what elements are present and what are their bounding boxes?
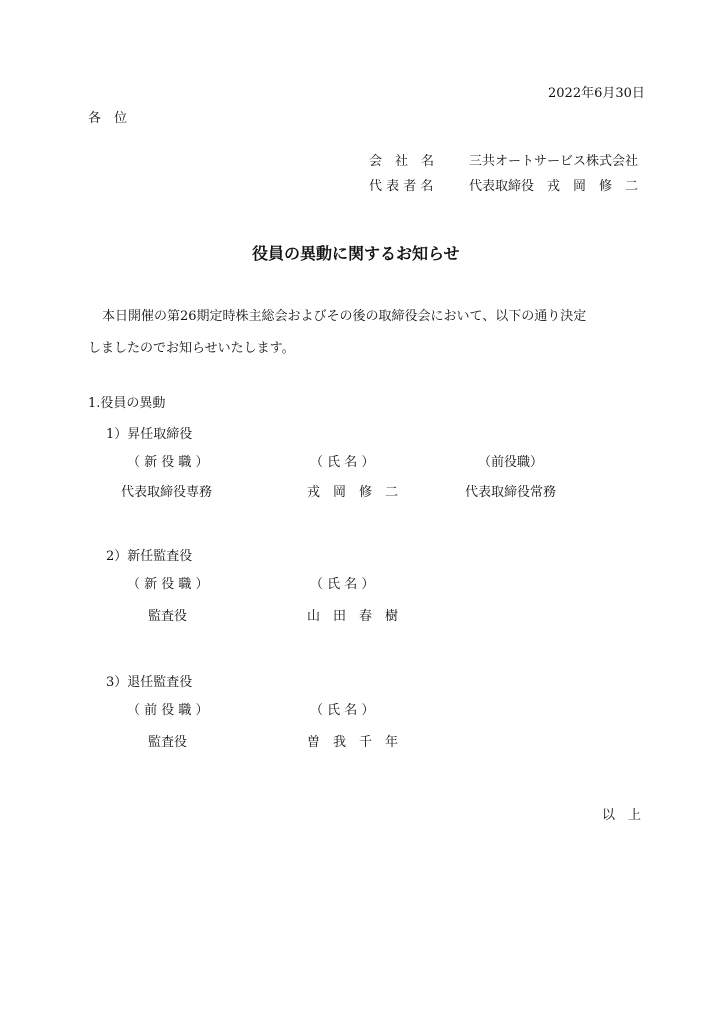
subsection-3-heading: 3）退任監査役 — [106, 675, 193, 690]
closing-remark: 以 上 — [602, 808, 642, 823]
sub1-new-position: 代表取締役専務 — [121, 485, 213, 500]
sub1-col-new-position: （ 新 役 職 ） — [127, 455, 209, 470]
sub3-col-name: （ 氏 名 ） — [310, 703, 375, 718]
body-line-1: 本日開催の第26期定時株主総会およびその後の取締役会において、以下の通り決定 — [102, 309, 587, 324]
sub2-col-new-position: （ 新 役 職 ） — [127, 577, 209, 592]
subsection-2-heading: 2）新任監査役 — [106, 549, 193, 564]
sub3-name: 曽 我 千 年 — [307, 735, 399, 750]
sub2-new-position: 監査役 — [148, 609, 188, 624]
addressee: 各 位 — [88, 111, 128, 126]
sub3-col-prev-position: （ 前 役 職 ） — [127, 703, 209, 718]
company-name-label: 会 社 名 — [369, 154, 435, 169]
representative-label: 代 表 者 名 — [369, 179, 434, 194]
representative-value: 代表取締役 戎 岡 修 二 — [469, 179, 639, 194]
sub2-col-name: （ 氏 名 ） — [310, 577, 375, 592]
sub2-name: 山 田 春 樹 — [307, 609, 399, 624]
company-name-value: 三共オートサービス株式会社 — [469, 154, 639, 169]
sub1-name: 戎 岡 修 二 — [307, 485, 399, 500]
sub1-col-prev-position: （前役職） — [478, 455, 544, 470]
sub3-prev-position: 監査役 — [148, 735, 188, 750]
subsection-1-heading: 1）昇任取締役 — [106, 427, 193, 442]
body-line-2: しましたのでお知らせいたします。 — [88, 341, 295, 356]
document-date: 2022年6月30日 — [548, 86, 645, 101]
section-heading: 1.役員の異動 — [88, 396, 166, 411]
sub1-col-name: （ 氏 名 ） — [310, 455, 375, 470]
document-title: 役員の異動に関するお知らせ — [252, 244, 460, 263]
sub1-prev-position: 代表取締役常務 — [465, 485, 557, 500]
